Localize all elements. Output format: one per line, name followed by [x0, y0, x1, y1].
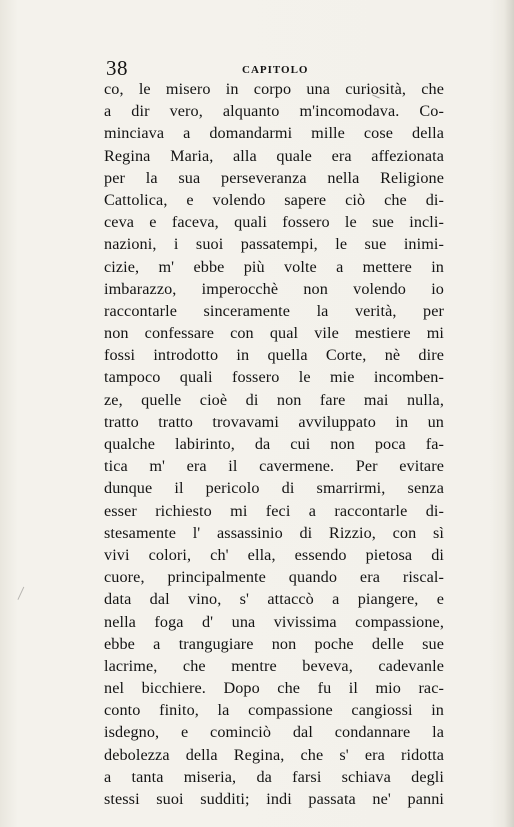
text-line: stessi suoi sudditi; indi passata ne' panni [104, 790, 444, 808]
text-line: nazioni, i suoi passatempi, le sue inimi- [104, 235, 444, 254]
text-line: lacrime, che mentre beveva, cadevanle [104, 656, 444, 675]
text-line: tica m' era il cavermene. Per evitare [104, 457, 444, 476]
text-line: Cattolica, e volendo sapere ciò che di- [104, 190, 444, 209]
margin-mark [17, 587, 31, 603]
page-edge-shadow [504, 0, 514, 827]
text-line: Regina Maria, alla quale era affezionata [104, 146, 444, 165]
text-line: per la sua perseveranza nella Religione [104, 168, 444, 187]
text-line: ceva e faceva, quali fossero le sue incli- [104, 213, 444, 232]
text-line: cuore, principalmente quando era riscal- [104, 568, 444, 587]
text-line: cizie, m' ebbe più volte a mettere in [104, 257, 444, 276]
text-line: raccontarle sinceramente la verità, per [104, 301, 444, 320]
body-text [104, 78, 444, 810]
text-line: a tanta miseria, da farsi schiava degli [104, 767, 444, 786]
text-line: co, le misero in corpo una curiosità, che [104, 80, 444, 98]
text-line: minciava a domandarmi mille cose della [104, 124, 444, 143]
text-line: ebbe a trangugiare non poche delle sue [104, 634, 444, 653]
text-line: esser richiesto mi feci a raccontarle di- [104, 501, 444, 520]
text-line: ze, quelle cioè di non fare mai nulla, [104, 390, 444, 409]
text-line: isdegno, e cominciò dal condannare la [104, 723, 444, 742]
text-line: conto finito, la compassione cangiossi in [104, 701, 444, 720]
page-number: 38 [106, 56, 128, 80]
text-line: dunque il pericolo di smarrirmi, senza [104, 479, 444, 498]
text-line: vivi colori, ch' ella, essendo pietosa di [104, 545, 444, 564]
text-line: data dal vino, s' attaccò a piangere, e [104, 590, 444, 609]
text-line: nella foga d' una vivissima compassione, [104, 612, 444, 631]
text-line: a dir vero, alquanto m'incomodava. Co- [104, 102, 444, 121]
text-line: fossi introdotto in quella Corte, nè dire [104, 346, 444, 365]
text-line: debolezza della Regina, che s' era ridotta [104, 745, 444, 764]
text-line: nel bicchiere. Dopo che fu il mio rac- [104, 679, 444, 698]
text-line: imbarazzo, imperocchè non volendo io [104, 279, 444, 298]
text-line: stesamente l' assassinio di Rizzio, con sì [104, 523, 444, 542]
text-line: qualche labirinto, da cui non poca fa- [104, 435, 444, 453]
text-line: tratto tratto trovavami avviluppato in un [104, 412, 444, 431]
running-head: CAPITOLO [242, 64, 309, 76]
text-line: tampoco quali fossero le mie incomben- [104, 368, 444, 387]
text-line: non confessare con qual vile mestiere mi [104, 324, 444, 343]
